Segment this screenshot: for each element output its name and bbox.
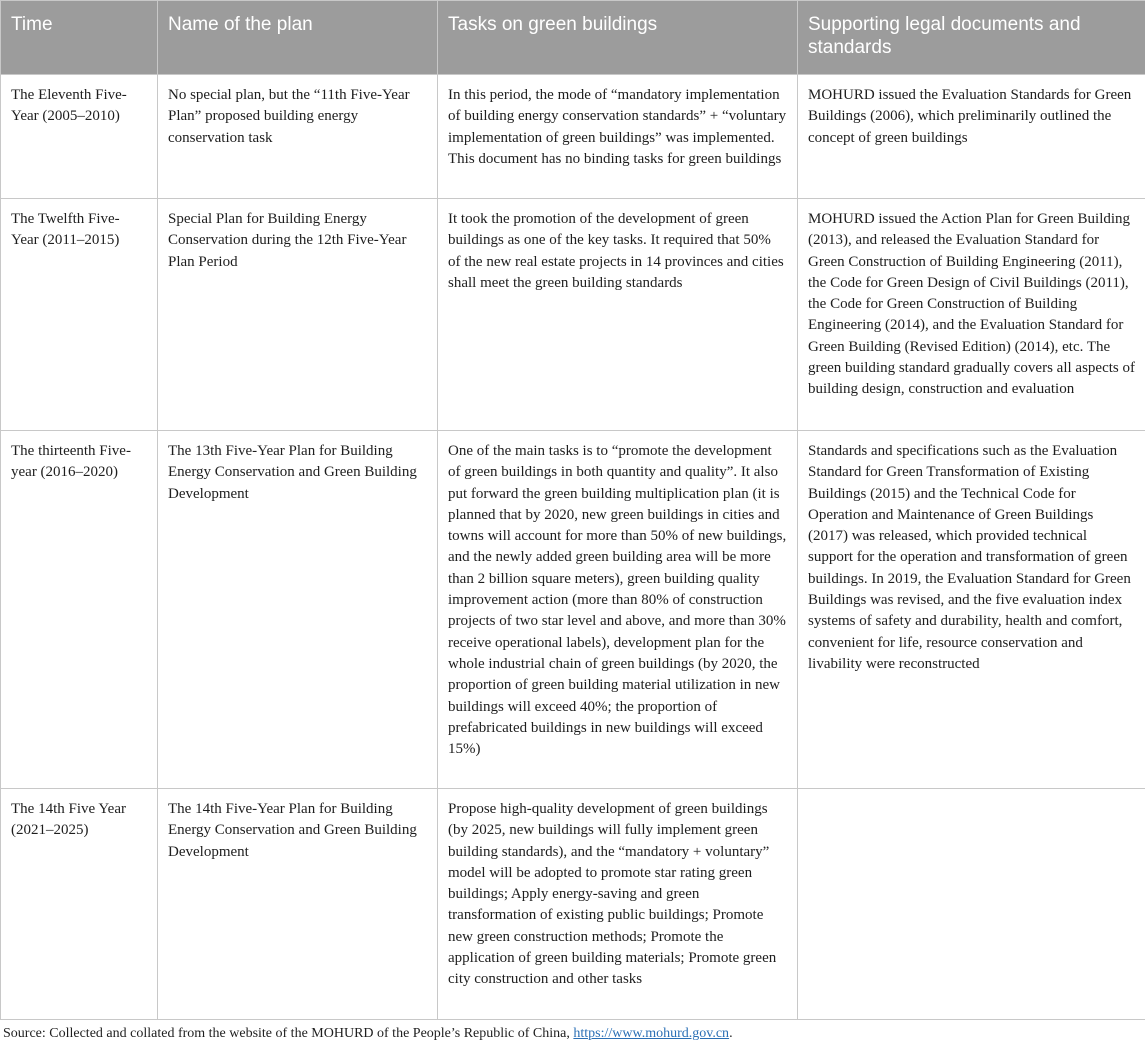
cell-plan-name: The 13th Five-Year Plan for Building Energy Conservation and Green Building Development [158,431,438,789]
source-note [3,1026,733,1042]
table-row [1,789,1145,1020]
cell-plan-name: No special plan, but the “11th Five-Year Plan” proposed building energy conservation task [158,75,438,199]
cell-supporting-documents: Standards and specifications such as the Evaluation Standard for Green Transformation of Existing Buildings (2015) and the Technical Code for Operation and Maintenance of Green Buildings (2017) was released, which provided technical support for the operation and transformation of green buildings. In 2019, the Evaluation Standard for Green Buildings was revised, and the five evaluation index systems of safety and durability, health and comfort, convenient for life, resource conservation and livability were reconstructed [798,431,1145,789]
cell-supporting-documents [798,789,1145,1020]
cell-plan-name: Special Plan for Building Energy Conservation during the 12th Five-Year Plan Period [158,199,438,431]
cell-plan-name: The 14th Five-Year Plan for Building Energy Conservation and Green Building Development [158,789,438,1020]
table-row [1,431,1145,789]
cell-tasks: Propose high-quality development of green buildings (by 2025, new buildings will fully implement green building standards), and the “mandatory + voluntary” model will be adopted to promote star rating green buildings; Apply energy-saving and green transformation of existing public buildings; Promote new green construction methods; Promote the application of green building materials; Promote green city construction and other tasks [438,789,798,1020]
cell-time: The Eleventh Five-Year (2005–2010) [1,75,158,199]
cell-tasks: It took the promotion of the development of green buildings as one of the key tasks. It required that 50% of the new real estate projects in 14 provinces and cities shall meet the green building standards [438,199,798,431]
header-supporting-documents: Supporting legal documents and standards [798,1,1145,75]
cell-tasks: In this period, the mode of “mandatory implementation of building energy conservation standards” + “voluntary implementation of green buildings” was implemented. This document has no binding tasks for green buildings [438,75,798,199]
cell-time: The 14th Five Year (2021–2025) [1,789,158,1020]
cell-tasks: One of the main tasks is to “promote the development of green buildings in both quantity and quality”. It also put forward the green building multiplication plan (it is planned that by 2020, new green buildings in cities and towns will account for more than 50% of new buildings, and the newly added green building area will be more than 2 billion square meters), green building quality improvement action (more than 80% of construction projects of two star level and above, and more than 30% receive operational labels), development plan for the whole industrial chain of green buildings (by 2020, the proportion of green building material utilization in new buildings will exceed 40%; the proportion of prefabricated buildings in new buildings will exceed 15%) [438,431,798,789]
header-tasks: Tasks on green buildings [438,1,798,75]
table-row [1,199,1145,431]
table-header-row [1,1,1145,75]
cell-supporting-documents: MOHURD issued the Evaluation Standards for Green Buildings (2006), which preliminarily outlined the concept of green buildings [798,75,1145,199]
table-row [1,75,1145,199]
cell-time: The thirteenth Five-year (2016–2020) [1,431,158,789]
cell-time: The Twelfth Five-Year (2011–2015) [1,199,158,431]
header-plan-name: Name of the plan [158,1,438,75]
mohurd-website-link[interactable]: https://www.mohurd.gov.cn [573,1026,730,1041]
cell-supporting-documents: MOHURD issued the Action Plan for Green Building (2013), and released the Evaluation Standard for Green Construction of Building Engineering (2011), the Code for Green Design of Civil Buildings (2011), the Code for Green Construction of Building Engineering (2014), and the Evaluation Standard for Green Building (Revised Edition) (2014), etc. The green building standard gradually covers all aspects of building design, construction and evaluation [798,199,1145,431]
source-end: . [729,1026,733,1041]
header-time: Time [1,1,158,75]
source-text: Source: Collected and collated from the website of the MOHURD of the People’s Republic of China, [3,1026,574,1041]
